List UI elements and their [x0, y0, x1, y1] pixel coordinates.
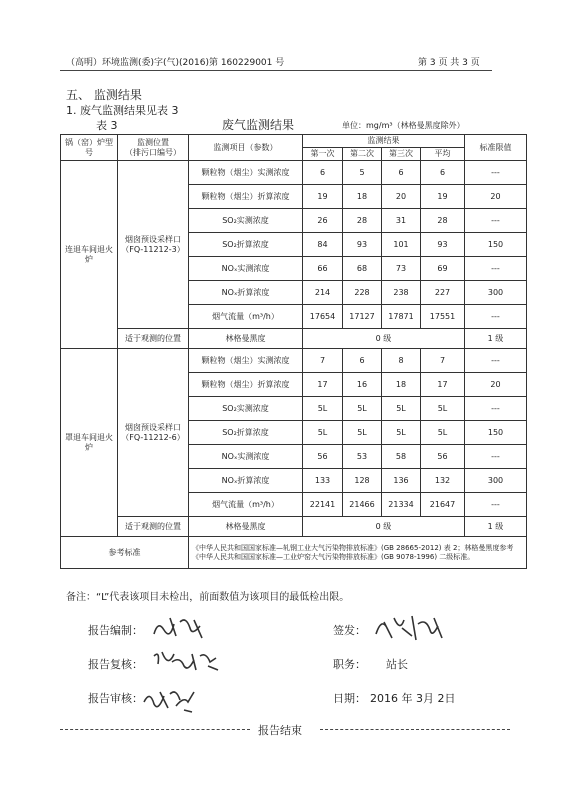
- table-label: 表 3: [96, 119, 118, 132]
- value-cell-v1: 26: [303, 209, 343, 233]
- col-header-second: 第二次: [343, 148, 382, 161]
- issuer-label: 签发：: [333, 624, 366, 637]
- page-info: 第 3 页 共 3 页: [418, 58, 480, 68]
- value-cell-v3: 31: [382, 209, 421, 233]
- value-cell-v2: 18: [343, 185, 382, 209]
- value-cell-limit: 150: [465, 233, 527, 257]
- value-cell-v1: 5L: [303, 397, 343, 421]
- title-label: 职务：: [333, 658, 366, 671]
- lingman-item-cell: 林格曼黑度: [189, 517, 303, 537]
- value-cell-v3: 73: [382, 257, 421, 281]
- col-header-position: 监测位置 （排污口编号）: [118, 135, 189, 161]
- value-cell-v3: 238: [382, 281, 421, 305]
- value-cell-v3: 20: [382, 185, 421, 209]
- item-cell: NOₓ实测浓度: [189, 445, 303, 469]
- value-cell-v2: 17127: [343, 305, 382, 329]
- compiler-label: 报告编制：: [88, 624, 143, 637]
- value-cell-avg: 17551: [421, 305, 465, 329]
- value-cell-limit: ---: [465, 209, 527, 233]
- auditor-signature: [140, 682, 200, 716]
- compiler-signature: [150, 612, 210, 642]
- footer-dashes-right: [320, 729, 510, 730]
- reference-text-cell: 《中华人民共和国国家标准—轧钢工业大气污染物排放标准》(GB 28665-2012) 表 2；林格曼黑度参考《中华人民共和国国家标准—工业炉窑大气污染物排放标准》(GB 9078-1996) 二级标准。: [189, 537, 527, 569]
- item-cell: 烟气流量（m³/h）: [189, 305, 303, 329]
- col-header-avg: 平均: [421, 148, 465, 161]
- value-cell-limit: ---: [465, 305, 527, 329]
- value-cell-avg: 17: [421, 373, 465, 397]
- value-cell-avg: 6: [421, 161, 465, 185]
- value-cell-v2: 21466: [343, 493, 382, 517]
- value-cell-v2: 6: [343, 349, 382, 373]
- section-title: 五、 监测结果: [66, 88, 142, 102]
- value-cell-limit: ---: [465, 493, 527, 517]
- remark-note: 备注：“L”代表该项目未检出，前面数值为该项目的最低检出限。: [66, 592, 350, 603]
- value-cell-limit: ---: [465, 161, 527, 185]
- value-cell-v2: 93: [343, 233, 382, 257]
- col-header-third: 第三次: [382, 148, 421, 161]
- unit-note: 单位：mg/m³（林格曼黑度除外）: [342, 121, 465, 130]
- date-value: 2016 年 3月 2日: [370, 692, 456, 705]
- value-cell-limit: 300: [465, 469, 527, 493]
- item-cell: 颗粒物（烟尘）实测浓度: [189, 349, 303, 373]
- value-cell-v1: 56: [303, 445, 343, 469]
- value-cell-v1: 66: [303, 257, 343, 281]
- value-cell-limit: ---: [465, 397, 527, 421]
- value-cell-v2: 5L: [343, 421, 382, 445]
- report-number: （高明）环境监测(委)字(气)(2016)第 160229001 号: [66, 58, 285, 68]
- value-cell-avg: 69: [421, 257, 465, 281]
- value-cell-v3: 8: [382, 349, 421, 373]
- item-cell: SO₂折算浓度: [189, 233, 303, 257]
- footer-dashes-left: [60, 729, 250, 730]
- value-cell-v1: 7: [303, 349, 343, 373]
- value-cell-avg: 21647: [421, 493, 465, 517]
- value-cell-avg: 93: [421, 233, 465, 257]
- furnace-cell: 连退车间退火炉: [61, 161, 118, 349]
- value-cell-v3: 136: [382, 469, 421, 493]
- value-cell-v3: 58: [382, 445, 421, 469]
- position-cell: 烟囱预设采样口 （FQ-11212-6）: [118, 349, 189, 517]
- position-cell: 烟囱预设采样口 （FQ-11212-3）: [118, 161, 189, 329]
- item-cell: SO₂实测浓度: [189, 397, 303, 421]
- value-cell-avg: 5L: [421, 421, 465, 445]
- value-cell-limit: 300: [465, 281, 527, 305]
- value-cell-v2: 16: [343, 373, 382, 397]
- value-cell-v3: 17871: [382, 305, 421, 329]
- value-cell-v3: 101: [382, 233, 421, 257]
- table-row: [61, 161, 527, 185]
- value-cell-v3: 5L: [382, 397, 421, 421]
- value-cell-v1: 22141: [303, 493, 343, 517]
- table-title: 废气监测结果: [222, 118, 295, 132]
- item-cell: 烟气流量（m³/h）: [189, 493, 303, 517]
- value-cell-v3: 18: [382, 373, 421, 397]
- item-cell: 颗粒物（烟尘）折算浓度: [189, 373, 303, 397]
- reference-row: [61, 537, 527, 569]
- issuer-signature: [372, 610, 447, 644]
- value-cell-v1: 17: [303, 373, 343, 397]
- col-header-item: 监测项目（参数）: [189, 135, 303, 161]
- col-header-furnace: 锅（窑）炉型号: [61, 135, 118, 161]
- item-cell: NOₓ折算浓度: [189, 469, 303, 493]
- value-cell-v1: 17654: [303, 305, 343, 329]
- value-cell-avg: 132: [421, 469, 465, 493]
- value-cell-v1: 214: [303, 281, 343, 305]
- value-cell-v3: 5L: [382, 421, 421, 445]
- lingman-position-cell: 适于观测的位置: [118, 517, 189, 537]
- value-cell-limit: ---: [465, 349, 527, 373]
- value-cell-avg: 227: [421, 281, 465, 305]
- item-cell: SO₂实测浓度: [189, 209, 303, 233]
- value-cell-limit: 20: [465, 373, 527, 397]
- value-cell-v3: 21334: [382, 493, 421, 517]
- lingman-position-cell: 适于观测的位置: [118, 329, 189, 349]
- value-cell-avg: 5L: [421, 397, 465, 421]
- reviewer-signature: [150, 646, 225, 676]
- lingman-value-cell: 0 级: [303, 517, 465, 537]
- lingman-item-cell: 林格曼黑度: [189, 329, 303, 349]
- col-header-limit: 标准限值: [465, 135, 527, 161]
- value-cell-limit: 150: [465, 421, 527, 445]
- value-cell-limit: ---: [465, 445, 527, 469]
- reference-label-cell: 参考标准: [61, 537, 189, 569]
- value-cell-v2: 5L: [343, 397, 382, 421]
- value-cell-v2: 68: [343, 257, 382, 281]
- value-cell-v2: 5: [343, 161, 382, 185]
- item-cell: 颗粒物（烟尘）折算浓度: [189, 185, 303, 209]
- item-cell: NOₓ实测浓度: [189, 257, 303, 281]
- auditor-label: 报告审核：: [88, 692, 143, 705]
- furnace-cell: 罩退车间退火炉: [61, 349, 118, 537]
- value-cell-v2: 128: [343, 469, 382, 493]
- col-header-results: 监测结果: [303, 135, 465, 148]
- date-label: 日期：: [333, 692, 366, 705]
- item-cell: 颗粒物（烟尘）实测浓度: [189, 161, 303, 185]
- value-cell-v3: 6: [382, 161, 421, 185]
- header-rule: [60, 70, 492, 71]
- value-cell-avg: 7: [421, 349, 465, 373]
- report-end: 报告结束: [258, 724, 302, 737]
- exhaust-monitoring-table: [60, 134, 527, 569]
- value-cell-v1: 133: [303, 469, 343, 493]
- title-value: 站长: [386, 658, 408, 671]
- item-cell: NOₓ折算浓度: [189, 281, 303, 305]
- value-cell-v1: 84: [303, 233, 343, 257]
- value-cell-v1: 19: [303, 185, 343, 209]
- value-cell-v2: 28: [343, 209, 382, 233]
- subsection-title: 1. 废气监测结果见表 3: [66, 104, 179, 117]
- value-cell-v2: 228: [343, 281, 382, 305]
- header-row: [61, 135, 527, 148]
- value-cell-avg: 28: [421, 209, 465, 233]
- item-cell: SO₂折算浓度: [189, 421, 303, 445]
- value-cell-avg: 56: [421, 445, 465, 469]
- lingman-value-cell: 0 级: [303, 329, 465, 349]
- value-cell-avg: 19: [421, 185, 465, 209]
- value-cell-v2: 53: [343, 445, 382, 469]
- col-header-first: 第一次: [303, 148, 343, 161]
- value-cell-v1: 6: [303, 161, 343, 185]
- lingman-limit-cell: 1 级: [465, 517, 527, 537]
- table-row: [61, 349, 527, 373]
- lingman-limit-cell: 1 级: [465, 329, 527, 349]
- value-cell-limit: 20: [465, 185, 527, 209]
- value-cell-limit: ---: [465, 257, 527, 281]
- lingman-row: [61, 329, 527, 349]
- value-cell-v1: 5L: [303, 421, 343, 445]
- lingman-row: [61, 517, 527, 537]
- reviewer-label: 报告复核：: [88, 658, 143, 671]
